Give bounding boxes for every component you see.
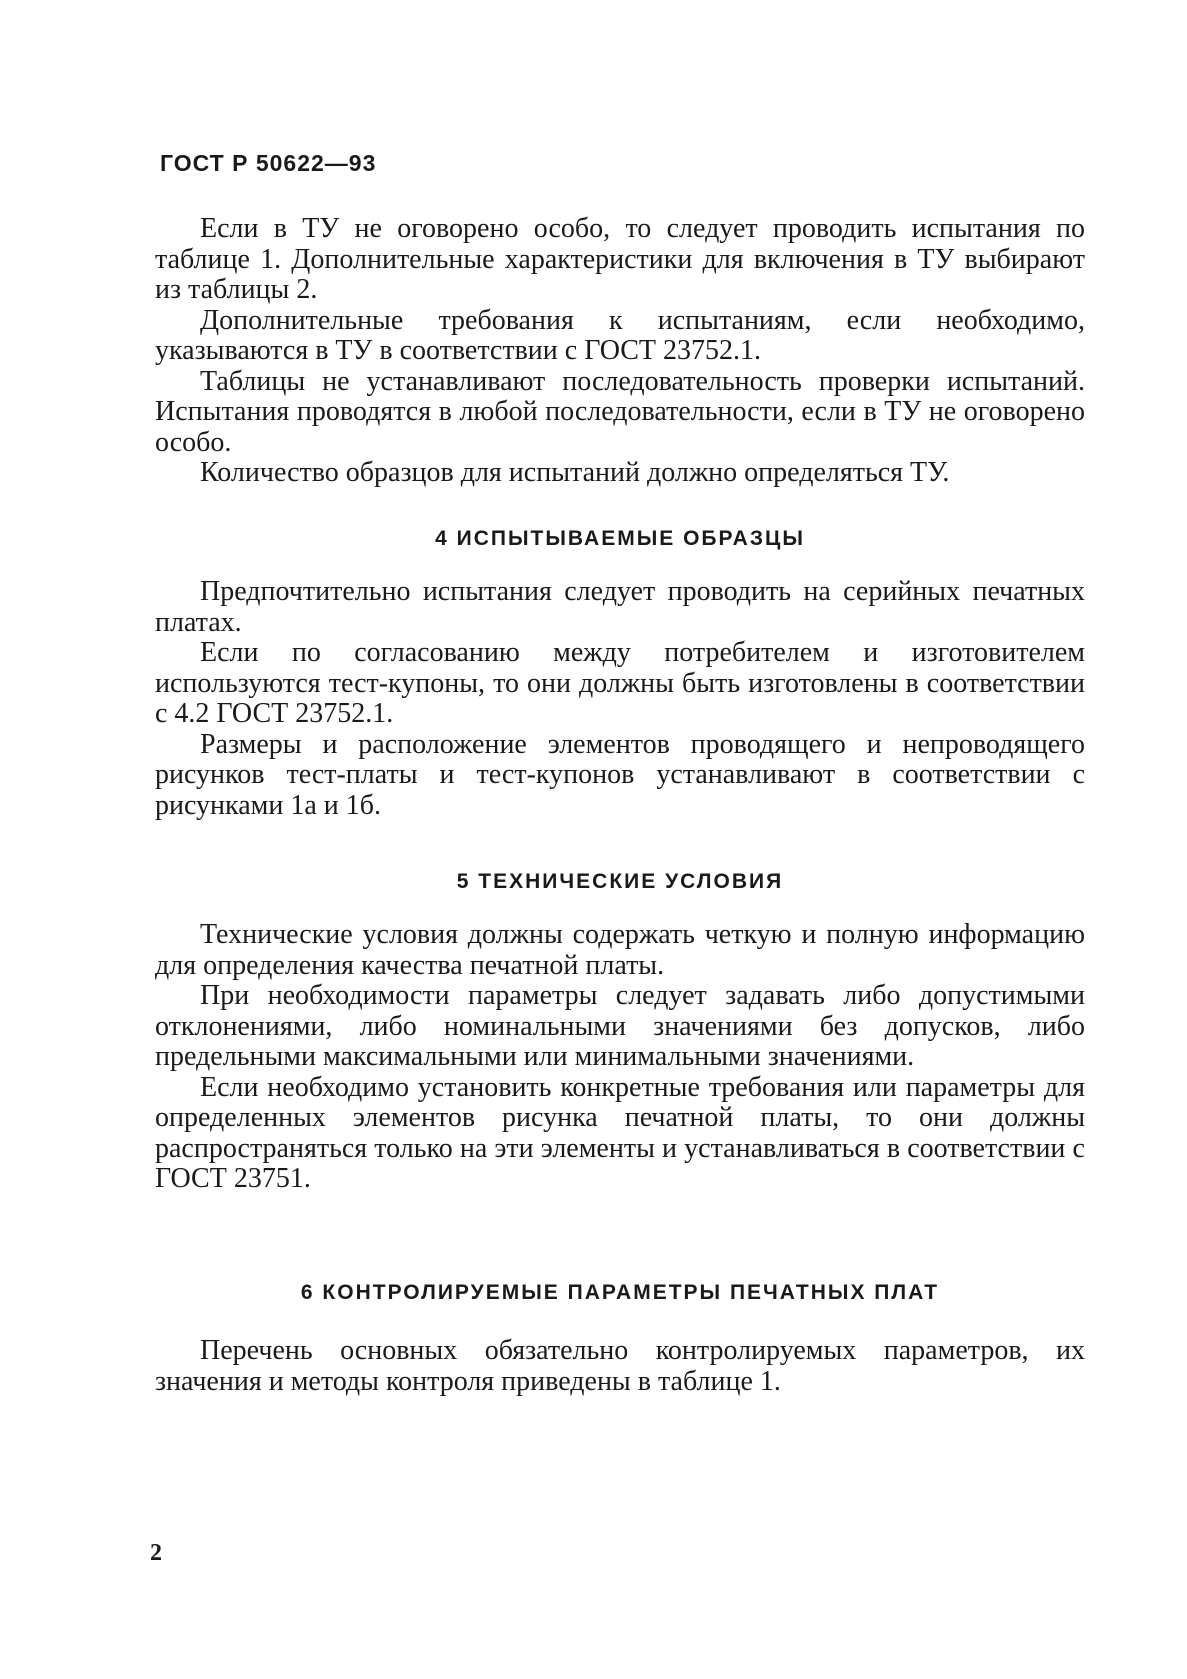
paragraph: При необходимости параметры следует задавать либо допустимыми отклонениями, либо номинальными значениями без допусков, либо предельными максимальными или минимальными значениями.: [155, 980, 1085, 1072]
section-6-text-block: [155, 1336, 1085, 1397]
paragraph: Если в ТУ не оговорено особо, то следует проводить испытания по таблице 1. Дополнительные характеристики для включения в ТУ выбирают из таблицы 2.: [155, 213, 1085, 305]
paragraph: Технические условия должны содержать четкую и полную информацию для определения качества печатной платы.: [155, 919, 1085, 981]
paragraph: Если необходимо установить конкретные требования или параметры для определенных элементов рисунка печатной платы, то они должны распространяться только на эти элементы и устанавливаться в соответствии с ГОСТ 23751.: [155, 1071, 1085, 1194]
page-number: 2: [150, 1540, 162, 1566]
paragraph: Перечень основных обязательно контролируемых параметров, их значения и методы контроля приведены в таблице 1.: [155, 1335, 1085, 1397]
section-6-heading: 6 КОНТРОЛИРУЕМЫЕ ПАРАМЕТРЫ ПЕЧАТНЫХ ПЛАТ: [300, 1281, 940, 1304]
section-5-text-block: [155, 920, 1085, 1195]
paragraph: Размеры и расположение элементов проводящего и непроводящего рисунков тест-платы и тест-купонов устанавливают в соответствии с рисунками 1а и 1б.: [155, 728, 1085, 821]
paragraph: Количество образцов для испытаний должно определяться ТУ.: [200, 457, 950, 488]
paragraph: Дополнительные требования к испытаниям, если необходимо, указываются в ТУ в соответствии с ГОСТ 23752.1.: [155, 304, 1085, 366]
section-5-heading: 5 ТЕХНИЧЕСКИЕ УСЛОВИЯ: [456, 870, 784, 893]
section-4-text-block: [155, 577, 1085, 821]
section-4-heading: 4 ИСПЫТЫВАЕМЫЕ ОБРАЗЦЫ: [435, 527, 805, 550]
paragraph: Таблицы не устанавливают последовательность проверки испытаний. Испытания проводятся в любой последовательности, если в ТУ не оговорено особо.: [155, 365, 1085, 458]
document-code-header: ГОСТ Р 50622—93: [160, 150, 377, 176]
paragraph: Предпочтительно испытания следует проводить на серийных печатных платах.: [155, 576, 1085, 638]
paragraph: Если по согласованию между потребителем и изготовителем используются тест-купоны, то они должны быть изготовлены в соответствии с 4.2 ГОСТ 23752.1.: [155, 637, 1085, 729]
intro-text-block: [155, 214, 1085, 489]
